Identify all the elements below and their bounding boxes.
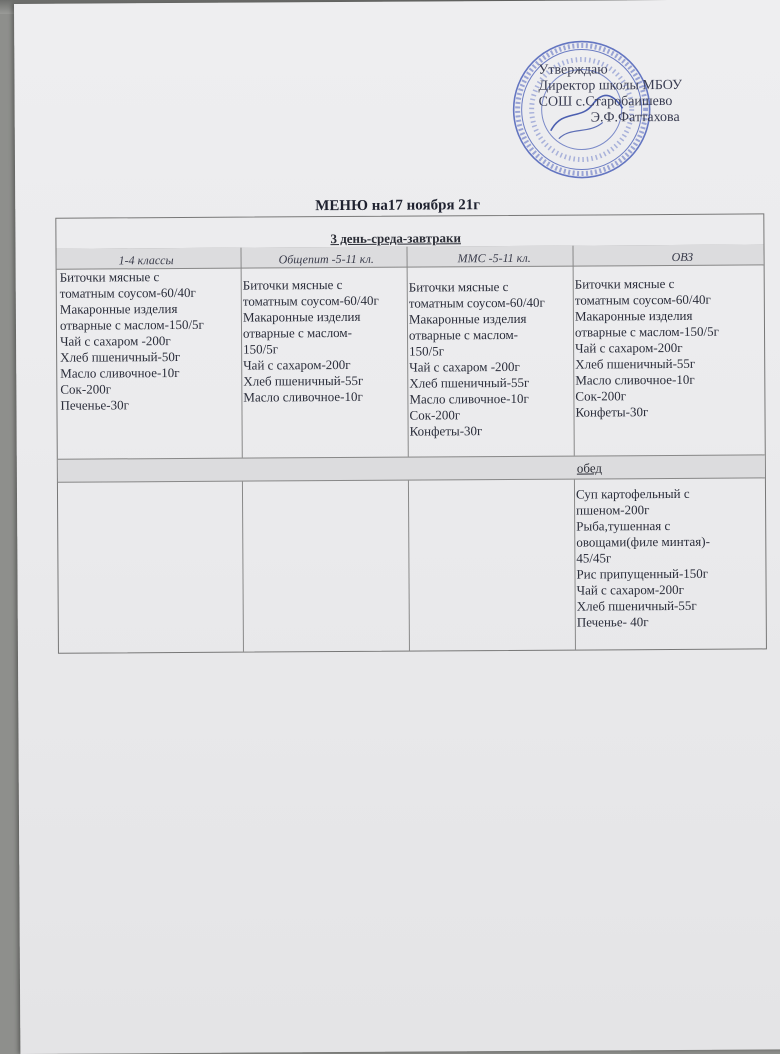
column-header-row (56, 244, 763, 269)
menu-item: Печенье- 40г (576, 614, 649, 630)
menu-item: Чай с сахаром-200г (243, 356, 351, 373)
approval-line: Директор школы МБОУ (538, 77, 683, 94)
page-title: МЕНЮ на17 ноября 21г (315, 197, 481, 215)
menu-item: Рис припущенный-150г (576, 565, 709, 582)
menu-table (55, 213, 767, 653)
menu-item: Печенье-30г (60, 397, 129, 413)
menu-item: томатным соусом-60/40г (574, 291, 711, 308)
menu-item: Биточки мясные с (574, 275, 675, 292)
menu-item: Сок-200г (575, 388, 627, 404)
menu-item: Хлеб пшеничный-55г (575, 355, 696, 372)
menu-item: Чай с сахаром -200г (60, 333, 171, 349)
menu-item: пшеном-200г (576, 502, 650, 518)
menu-item: Чай с сахаром-200г (576, 581, 685, 598)
column-header: ММС -5-11 кл. (457, 250, 531, 266)
day-title: 3 день-среда-завтраки (330, 230, 461, 247)
menu-item: Хлеб пшеничный-55г (409, 374, 530, 391)
breakfast-cell-mms (409, 279, 546, 440)
menu-item: Сок-200г (60, 381, 112, 397)
column-header: ОВЗ (671, 249, 694, 264)
column-header: Общепит -5-11 кл. (278, 251, 374, 267)
menu-item: Сок-200г (409, 407, 461, 423)
menu-item: Масло сливочное-10г (409, 390, 529, 407)
menu-item: 150/5г (243, 341, 279, 357)
menu-item: Конфеты-30г (575, 404, 649, 420)
breakfast-cell-1-4 (60, 269, 205, 414)
lunch-header-row (58, 454, 765, 482)
menu-item: овощами(филе минтая)- (576, 533, 710, 550)
menu-sheet (14, 0, 780, 1054)
menu-item: Макаронные изделия (574, 307, 693, 324)
approval-line: Э.Ф.Фаттахова (590, 109, 680, 126)
approval-line: СОШ с.Старобаишево (538, 93, 673, 110)
approval-block (538, 62, 698, 127)
lunch-cell-ovz (576, 486, 711, 631)
menu-item: Хлеб пшеничный-55г (576, 597, 697, 614)
menu-item: томатным соусом-60/40г (59, 284, 196, 301)
lunch-label: обед (576, 460, 603, 476)
menu-item: Рыба,тушенная с (576, 518, 671, 534)
approval-line: Утверждаю (538, 62, 608, 78)
menu-item: Макаронные изделия (59, 301, 178, 317)
column-header: 1-4 классы (118, 253, 174, 268)
menu-item: 150/5г (409, 343, 445, 359)
menu-item: Суп картофельный с (575, 485, 690, 502)
menu-item: Макаронные изделия (242, 308, 361, 325)
menu-item: отварные с маслом- (408, 326, 519, 343)
menu-item: отварные с маслом- (242, 324, 353, 341)
menu-item: Масло сливочное-10г (243, 388, 363, 405)
menu-item: Биточки мясные с (59, 269, 160, 285)
menu-item: Макаронные изделия (408, 310, 527, 327)
menu-item: томатным соусом-60/40г (408, 294, 545, 311)
menu-item: Масло сливочное-10г (60, 364, 180, 381)
breakfast-cell-obshchepit (243, 277, 380, 406)
menu-item: отварные с маслом-150/5г (574, 323, 719, 340)
menu-item: Хлеб пшеничный-55г (243, 372, 364, 389)
menu-item: Чай с сахаром-200г (575, 339, 683, 356)
menu-item: Чай с сахаром -200г (409, 358, 520, 375)
breakfast-cell-ovz (575, 276, 720, 421)
menu-item: Биточки мясные с (242, 276, 343, 293)
menu-item: 45/45г (576, 550, 612, 566)
menu-item: Масло сливочное-10г (575, 371, 695, 388)
menu-item: Хлеб пшеничный-50г (60, 348, 181, 365)
menu-item: Биточки мясные с (408, 278, 509, 295)
menu-item: томатным соусом-60/40г (242, 292, 379, 309)
menu-item: Конфеты-30г (409, 423, 483, 439)
menu-item: отварные с маслом-150/5г (59, 316, 204, 333)
